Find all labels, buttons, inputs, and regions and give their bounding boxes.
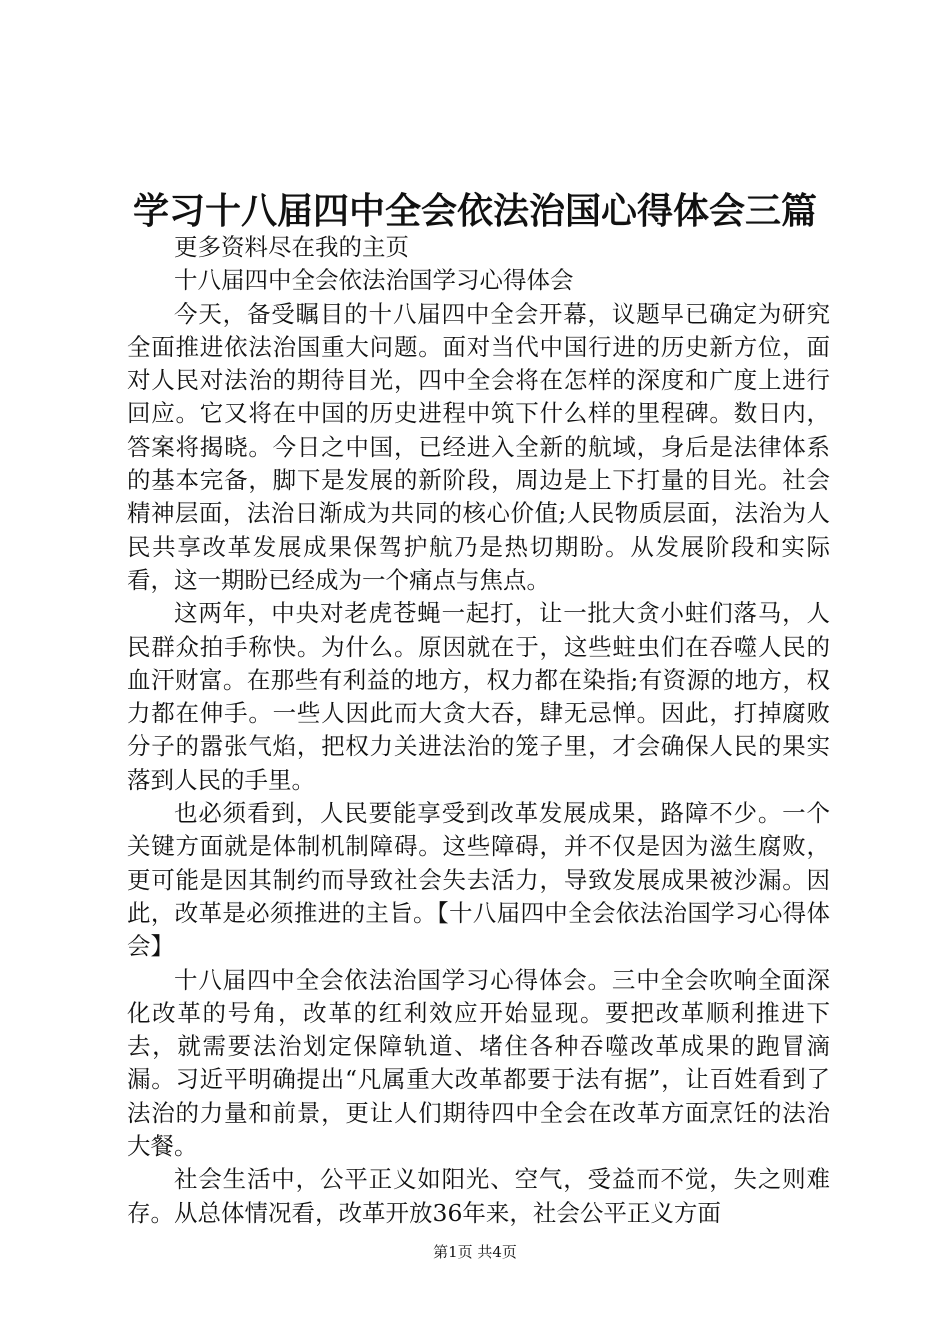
body-paragraph: 也必须看到，人民要能享受到改革发展成果，路障不少。一个关键方面就是体制机制障碍。这些障碍，并不仅是因为滋生腐败，更可能是因其制约而导致社会失去活力，导致发展成果被沙漏。因此，改革是必须推进的主旨。【十八届四中全会依法治国学习心得体会】 [127,799,830,961]
body-paragraph: 十八届四中全会依法治国学习心得体会。三中全会吹响全面深化改革的号角，改革的红利效应开始显现。要把改革顺利推进下去，就需要法治划定保障轨道、堵住各种吞噬改革成果的跑冒滴漏。习近平明确提出“凡属重大改革都要于法有据”，让百姓看到了法治的力量和前景，更让人们期待四中全会在改革方面烹饪的法治大餐。 [127,965,830,1161]
intro-line: 更多资料尽在我的主页 [174,233,409,261]
body-paragraph: 社会生活中，公平正义如阳光、空气，受益而不觉，失之则难存。从总体情况看，改革开放36年来，社会公平正义方面 [127,1165,830,1227]
document-body [127,231,830,1230]
section-heading: 十八届四中全会依法治国学习心得体会 [174,266,574,295]
page-number: 第1页 共4页 [433,1243,517,1261]
body-paragraph: 今天，备受瞩目的十八届四中全会开幕，议题早已确定为研究全面推进依法治国重大问题。面对当代中国行进的历史新方位，面对人民对法治的期待目光，四中全会将在怎样的深度和广度上进行回应。它又将在中国的历史进程中筑下什么样的里程碑。数日内，答案将揭晓。今日之中国，已经进入全新的航域，身后是法律体系的基本完备，脚下是发展的新阶段，周边是上下打量的目光。社会精神层面，法治日渐成为共同的核心价值;人民物质层面，法治为人民共享改革发展成果保驾护航乃是热切期盼。从发展阶段和实际看，这一期盼已经成为一个痛点与焦点。 [127,299,830,594]
document-title: 学习十八届四中全会依法治国心得体会三篇 [132,190,817,232]
body-paragraph: 这两年，中央对老虎苍蝇一起打，让一批大贪小蛀们落马，人民群众拍手称快。为什么。原因就在于，这些蛀虫们在吞噬人民的血汗财富。在那些有利益的地方，权力都在染指;有资源的地方，权力都在伸手。一些人因此而大贪大吞，肆无忌惮。因此，打掉腐败分子的嚣张气焰，把权力关进法治的笼子里，才会确保人民的果实落到人民的手里。 [127,599,830,794]
